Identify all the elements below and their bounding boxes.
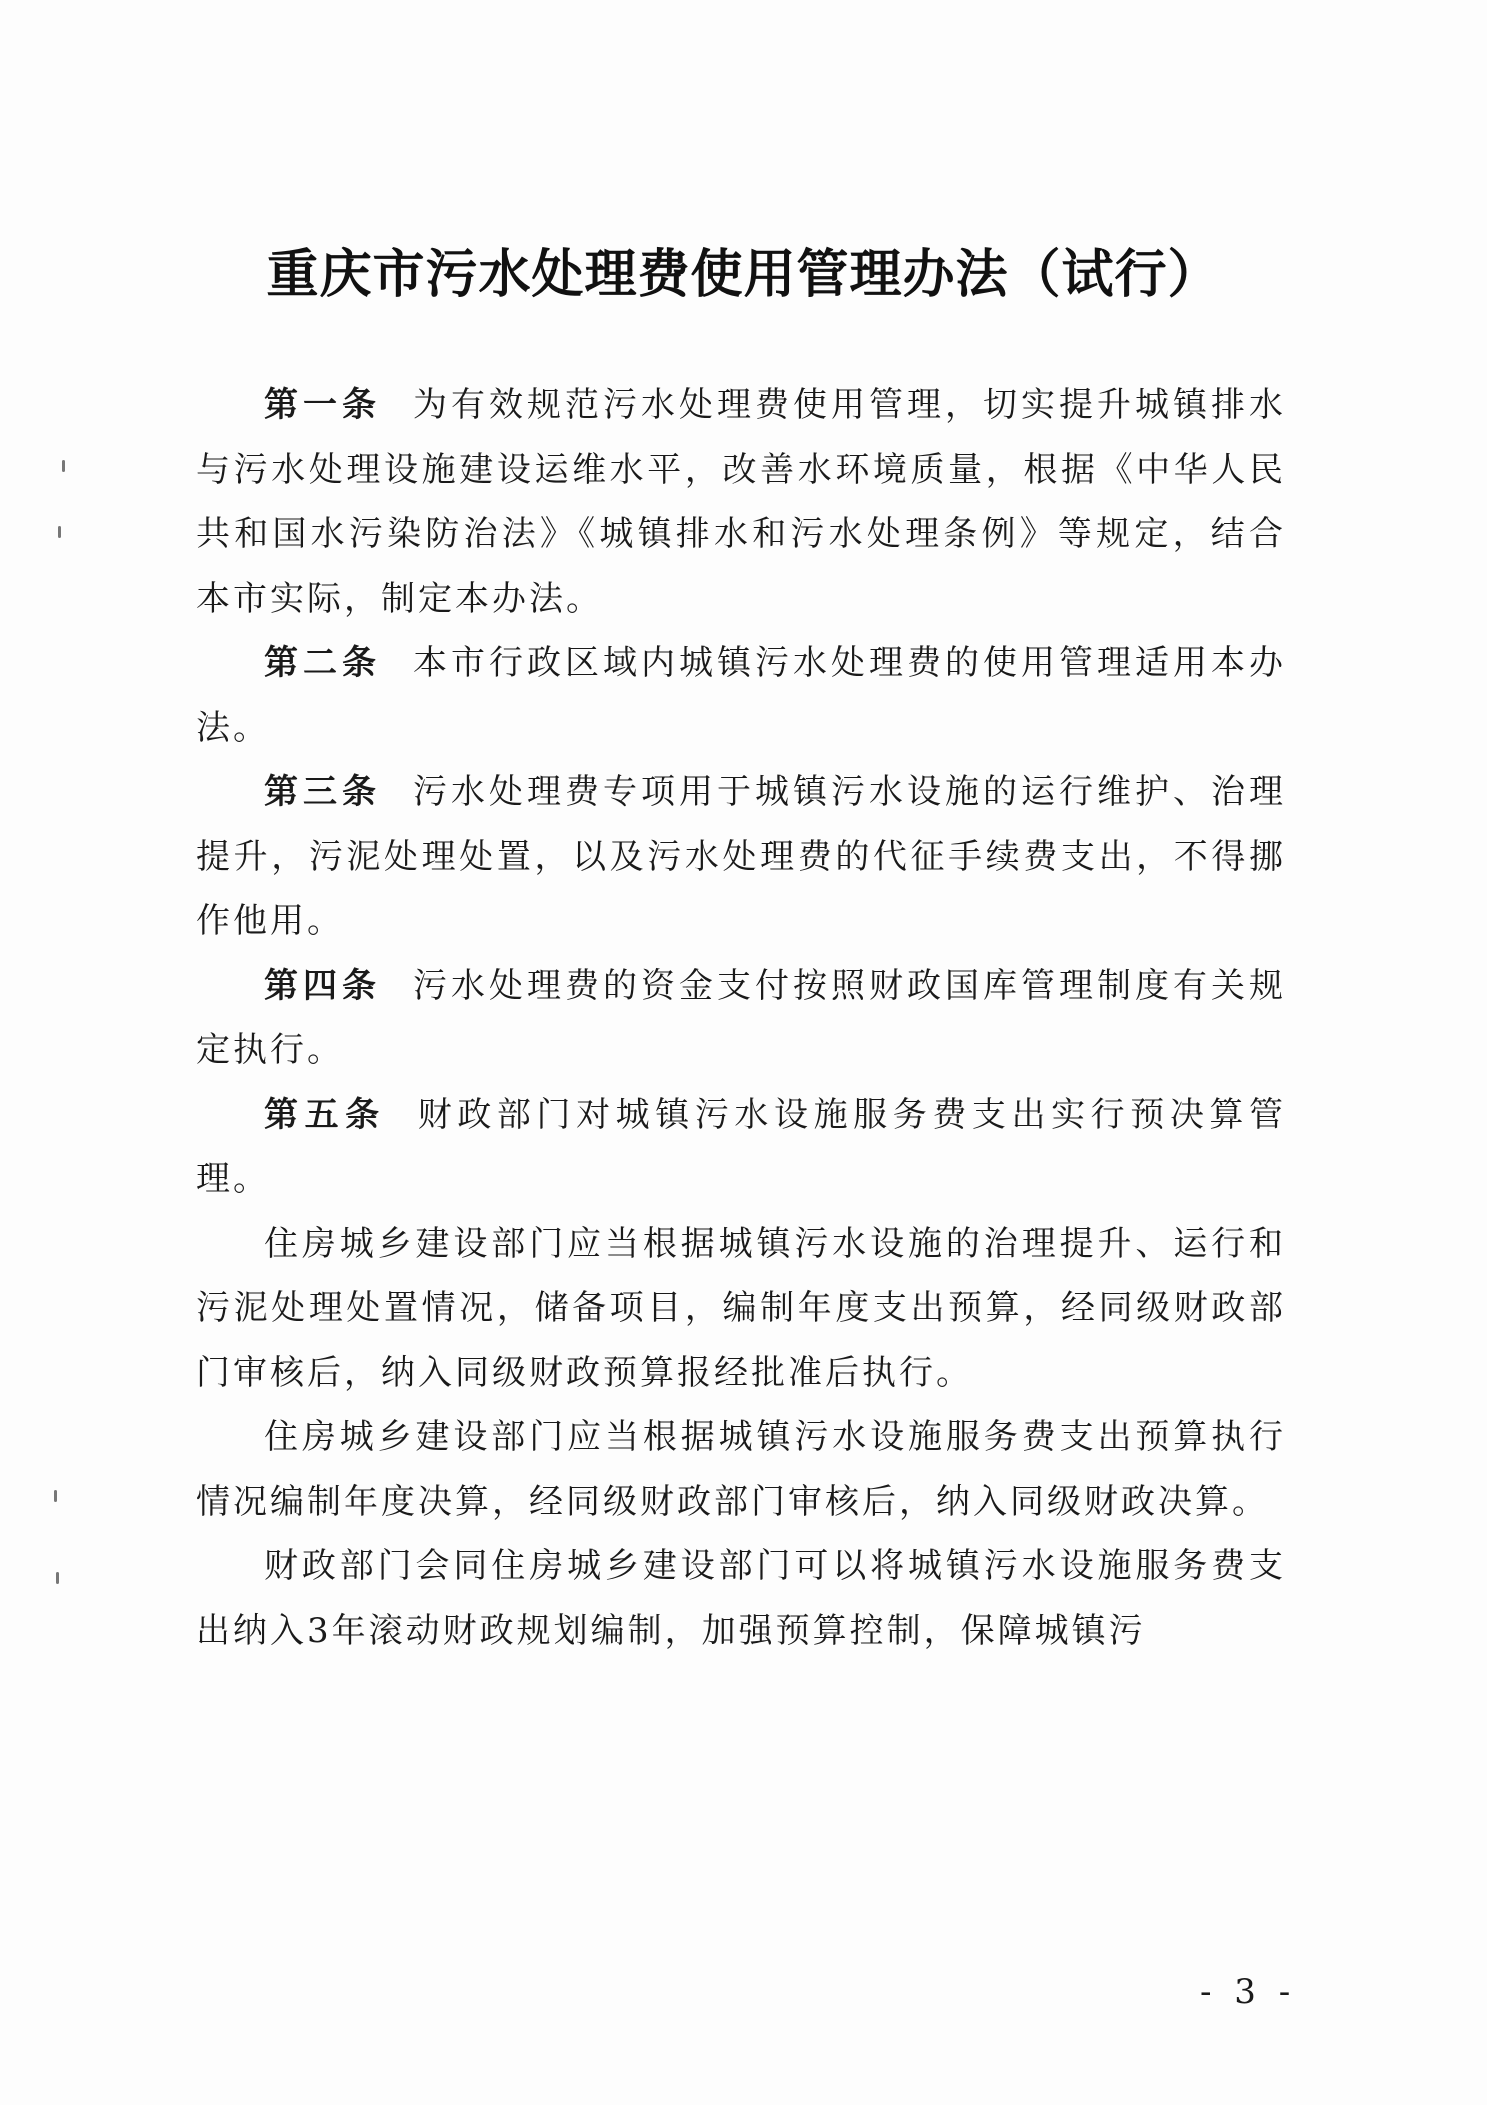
scan-speck [62,460,65,472]
paragraph-text: 财政部门会同住房城乡建设部门可以将城镇污水设施服务费支出纳入3年滚动财政规划编制，加强预算控制，保障城镇污 [196,1546,1286,1651]
paragraph-text: 住房城乡建设部门应当根据城镇污水设施的治理提升、运行和污泥处理处置情况，储备项目，编制年度支出预算，经同级财政部门审核后，纳入同级财政预算报经批准后执行。 [196,1223,1286,1393]
paragraph-text: 财政部门对城镇污水设施服务费支出实行预决算管理。 [196,1094,1286,1199]
paragraph [196,1083,1286,1212]
scan-speck [54,1490,57,1502]
paragraph-text: 污水处理费的资金支付按照财政国库管理制度有关规定执行。 [196,965,1286,1070]
document-body [196,373,1286,1663]
article-heading: 第二条 [264,643,381,683]
paragraph [196,760,1286,954]
document-title: 重庆市污水处理费使用管理办法（试行） [266,245,1221,305]
paragraph [196,1212,1286,1406]
paragraph [196,373,1286,631]
article-heading: 第四条 [264,965,381,1006]
scan-speck [58,526,61,538]
paragraph [196,631,1286,760]
article-heading: 第五条 [264,1094,386,1135]
paragraph-text: 本市行政区域内城镇污水处理费的使用管理适用本办法。 [196,643,1286,748]
scan-speck [56,1572,59,1584]
page-number: - 3 - [1200,1972,1297,2012]
article-heading: 第三条 [264,772,381,812]
paragraph-text: 为有效规范污水处理费使用管理，切实提升城镇排水与污水处理设施建设运维水平，改善水环境质量，根据《中华人民共和国水污染防治法》《城镇排水和污水处理条例》等规定，结合本市实际，制定本办法。 [196,385,1286,619]
paragraph [196,954,1286,1083]
paragraph [196,1405,1286,1534]
paragraph-text: 住房城乡建设部门应当根据城镇污水设施服务费支出预算执行情况编制年度决算，经同级财政部门审核后，纳入同级财政决算。 [196,1417,1286,1522]
article-heading: 第一条 [264,385,381,425]
paragraph-text: 污水处理费专项用于城镇污水设施的运行维护、治理提升，污泥处理处置，以及污水处理费的代征手续费支出，不得挪作他用。 [196,772,1286,941]
paragraph [196,1534,1286,1663]
